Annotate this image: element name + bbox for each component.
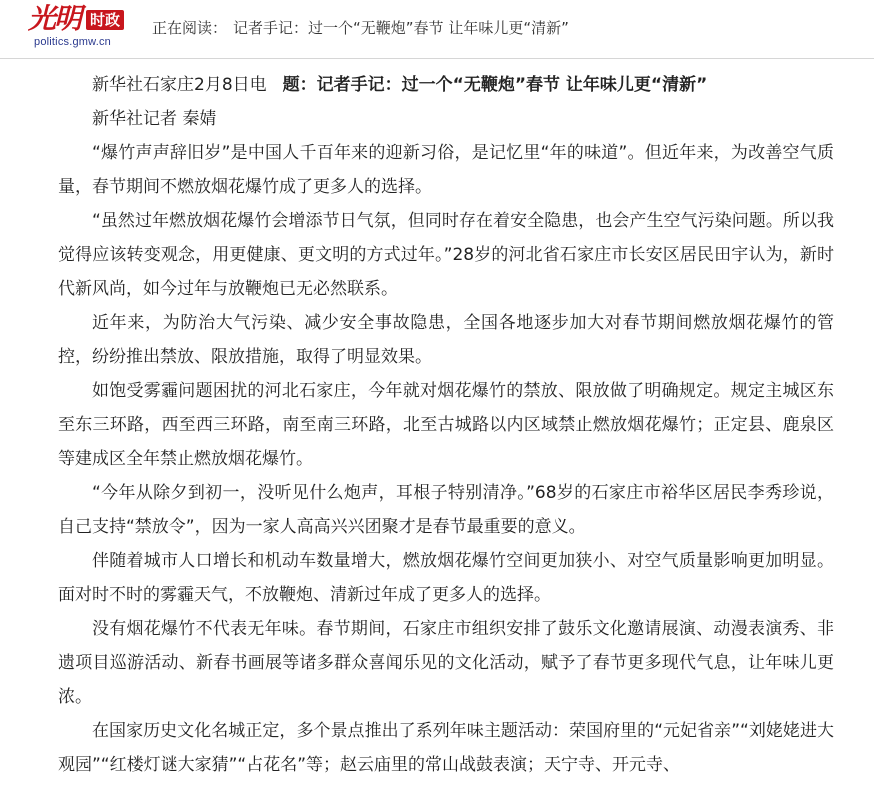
- article-dateline: 新华社石家庄2月8日电: [92, 75, 267, 95]
- article-byline: 新华社记者 秦婧: [92, 109, 217, 129]
- logo-url: politics.gmw.cn: [34, 36, 111, 48]
- now-reading-label: 正在阅读：: [152, 19, 228, 37]
- article-dateline-row: [58, 68, 834, 102]
- article-paragraph: 如饱受雾霾问题困扰的河北石家庄，今年就对烟花爆竹的禁放、限放做了明确规定。规定主城区东至东三环路，西至西三环路，南至南三环路，北至古城路以内区域禁止燃放烟花爆竹；正定县、鹿泉区等建成区全年禁止燃放烟花爆竹。: [58, 381, 834, 469]
- now-reading-bar: [152, 17, 569, 39]
- site-header: [0, 0, 874, 59]
- article-paragraph: 伴随着城市人口增长和机动车数量增大，燃放烟花爆竹空间更加狭小、对空气质量影响更加明显。面对时不时的雾霾天气，不放鞭炮、清新过年成了更多人的选择。: [58, 551, 834, 605]
- article-paragraph: 近年来，为防治大气污染、减少安全事故隐患，全国各地逐步加大对春节期间燃放烟花爆竹的管控，纷纷推出禁放、限放措施，取得了明显效果。: [58, 313, 834, 367]
- article-headline: 题：记者手记：过一个“无鞭炮”春节 让年味儿更“清新”: [282, 75, 708, 95]
- site-logo[interactable]: [28, 4, 138, 52]
- now-reading-title[interactable]: 记者手记：过一个“无鞭炮”春节 让年味儿更“清新”: [233, 19, 569, 37]
- article-body: [58, 68, 834, 782]
- logo-script-text: 光明: [28, 2, 81, 35]
- logo-section-badge: 时政: [86, 10, 124, 30]
- article-paragraph: 没有烟花爆竹不代表无年味。春节期间，石家庄市组织安排了鼓乐文化邀请展演、动漫表演秀、非遗项目巡游活动、新春书画展等诸多群众喜闻乐见的文化活动，赋予了春节更多现代气息，让年味儿更浓。: [58, 619, 834, 707]
- article-paragraph: “虽然过年燃放烟花爆竹会增添节日气氛，但同时存在着安全隐患，也会产生空气污染问题。所以我觉得应该转变观念，用更健康、更文明的方式过年。”28岁的河北省石家庄市长安区居民田宇认为，新时代新风尚，如今过年与放鞭炮已无必然联系。: [58, 211, 834, 299]
- article-paragraph: “爆竹声声辞旧岁”是中国人千百年来的迎新习俗，是记忆里“年的味道”。但近年来，为改善空气质量，春节期间不燃放烟花爆竹成了更多人的选择。: [58, 143, 834, 197]
- article-paragraph: “今年从除夕到初一，没听见什么炮声，耳根子特别清净。”68岁的石家庄市裕华区居民李秀珍说，自己支持“禁放令”，因为一家人高高兴兴团聚才是春节最重要的意义。: [58, 483, 834, 537]
- article-paragraph: 在国家历史文化名城正定，多个景点推出了系列年味主题活动：荣国府里的“元妃省亲”“刘姥姥进大观园”“红楼灯谜大家猜”“占花名”等；赵云庙里的常山战鼓表演；天宁寺、开元寺、: [58, 721, 834, 775]
